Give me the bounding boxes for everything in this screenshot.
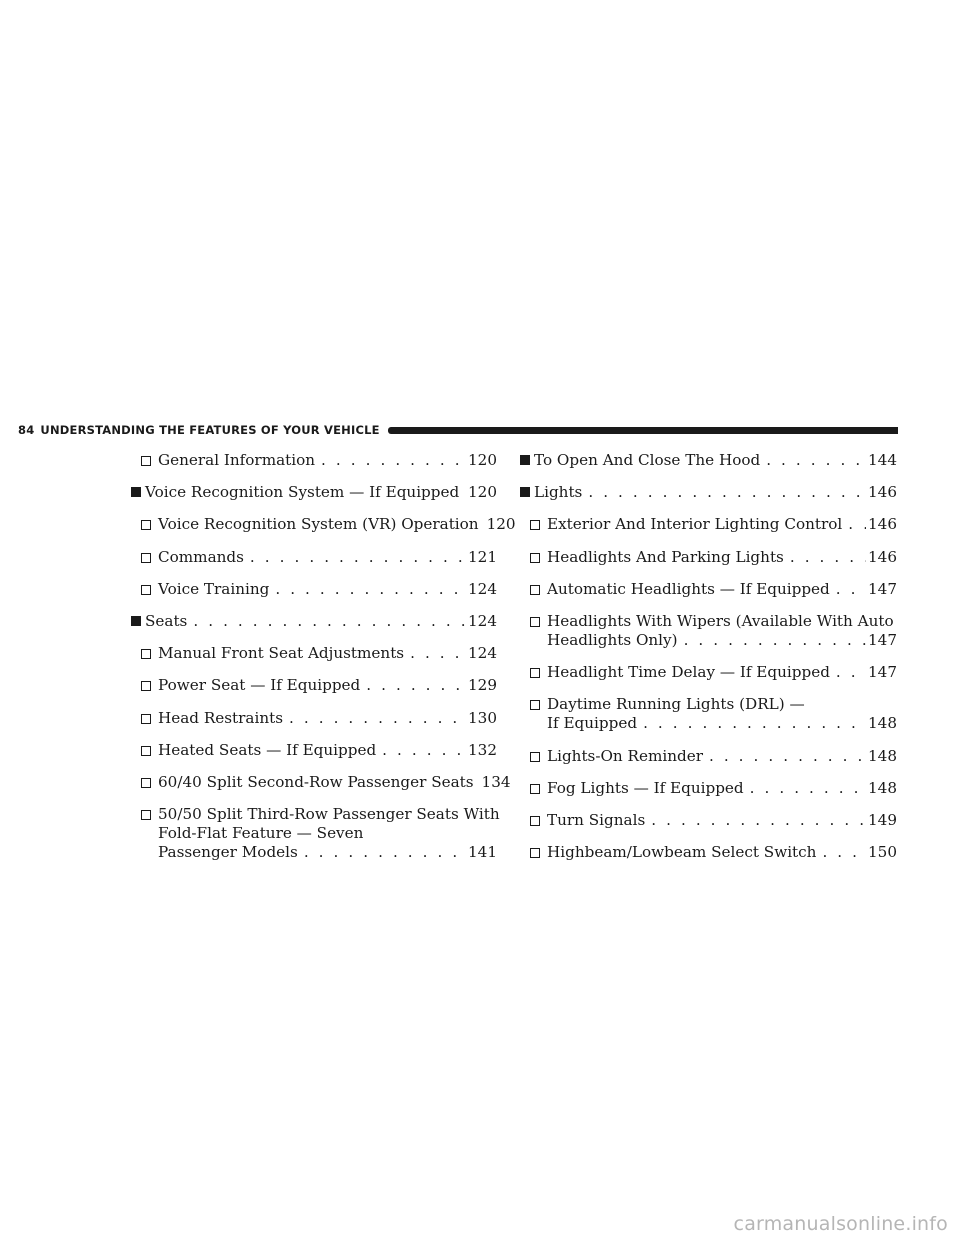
toc-entry[interactable] bbox=[520, 695, 897, 733]
dot-leader bbox=[193, 612, 466, 631]
open-square-bullet-icon bbox=[530, 553, 540, 563]
header-rule bbox=[388, 427, 898, 434]
dot-leader bbox=[382, 741, 466, 760]
toc-entry-text: Power Seat — If Equipped bbox=[158, 676, 361, 695]
toc-page-number: 121 bbox=[468, 547, 497, 566]
toc-entry[interactable] bbox=[131, 772, 511, 792]
dot-leader bbox=[465, 483, 466, 502]
dot-leader bbox=[836, 580, 866, 599]
toc-entry[interactable] bbox=[131, 644, 497, 663]
open-square-bullet-icon bbox=[530, 784, 540, 794]
open-square-bullet-icon bbox=[530, 700, 540, 710]
dot-leader bbox=[366, 676, 466, 695]
toc-entry-text: Fold-Flat Feature — Seven bbox=[158, 824, 364, 843]
toc-page-number: 148 bbox=[868, 778, 897, 797]
toc-entry-text: Headlights With Wipers (Available With Auto bbox=[547, 611, 894, 630]
toc-page-number: 129 bbox=[468, 676, 497, 695]
open-square-bullet-icon bbox=[530, 668, 540, 678]
toc-page-number: 141 bbox=[468, 843, 497, 862]
toc-entry[interactable] bbox=[131, 612, 497, 631]
toc-page-number: 148 bbox=[868, 714, 897, 733]
toc-entry-text: Fog Lights — If Equipped bbox=[547, 778, 744, 797]
toc-entry-text: Headlights Only) bbox=[547, 630, 678, 649]
toc-entry[interactable] bbox=[131, 515, 516, 534]
watermark: carmanualsonline.info bbox=[733, 1213, 948, 1235]
toc-entry-text: 50/50 Split Third-Row Passenger Seats With bbox=[158, 805, 500, 824]
toc-entry-text: Highbeam/Lowbeam Select Switch bbox=[547, 843, 817, 862]
toc-entry-text: Seats bbox=[145, 611, 188, 630]
toc-entry-text: Passenger Models bbox=[158, 843, 298, 862]
section-title: UNDERSTANDING THE FEATURES OF YOUR VEHICLE bbox=[40, 423, 380, 437]
toc-entry[interactable] bbox=[520, 548, 897, 567]
filled-square-bullet-icon bbox=[131, 616, 141, 626]
toc-entry-text: Automatic Headlights — If Equipped bbox=[547, 579, 830, 598]
toc-entry-text: 60/40 Split Second-Row Passenger Seats bbox=[158, 772, 474, 791]
toc-page-number: 124 bbox=[468, 579, 497, 598]
open-square-bullet-icon bbox=[141, 681, 151, 691]
dot-leader bbox=[304, 843, 466, 862]
open-square-bullet-icon bbox=[530, 520, 540, 530]
toc-entry-text: To Open And Close The Hood bbox=[534, 451, 761, 469]
open-square-bullet-icon bbox=[141, 649, 151, 659]
toc-entry-text: If Equipped bbox=[547, 714, 638, 733]
open-square-bullet-icon bbox=[530, 848, 540, 858]
toc-entry[interactable] bbox=[131, 451, 497, 470]
toc-page-number: 132 bbox=[468, 740, 497, 759]
toc-entry-text: Daytime Running Lights (DRL) — bbox=[547, 695, 805, 714]
dot-leader bbox=[651, 811, 866, 830]
dot-leader bbox=[766, 451, 866, 470]
toc-page-number: 146 bbox=[868, 515, 897, 534]
toc-entry-text: Headlight Time Delay — If Equipped bbox=[547, 663, 830, 682]
toc-right-column bbox=[520, 451, 897, 875]
open-square-bullet-icon bbox=[530, 752, 540, 762]
toc-entry-text: Lights bbox=[534, 483, 583, 502]
dot-leader bbox=[289, 709, 466, 728]
dot-leader bbox=[643, 714, 866, 733]
dot-leader bbox=[275, 580, 466, 599]
toc-entry[interactable] bbox=[520, 483, 897, 502]
toc-page-number: 146 bbox=[868, 547, 897, 566]
toc-entry[interactable] bbox=[131, 709, 497, 728]
toc-entry-text: Voice Recognition System — If Equipped bbox=[145, 483, 460, 502]
open-square-bullet-icon bbox=[530, 585, 540, 595]
toc-page-number: 124 bbox=[468, 644, 497, 663]
toc-entry[interactable] bbox=[520, 843, 897, 862]
toc-entry[interactable] bbox=[520, 779, 897, 798]
open-square-bullet-icon bbox=[141, 456, 151, 466]
dot-leader bbox=[822, 843, 866, 862]
toc-entry[interactable] bbox=[520, 811, 897, 830]
toc-page-number: 134 bbox=[481, 772, 511, 791]
toc-entry[interactable] bbox=[131, 676, 497, 695]
toc-page-number: 148 bbox=[868, 746, 897, 765]
filled-square-bullet-icon bbox=[131, 487, 141, 497]
toc-entry[interactable] bbox=[131, 580, 497, 599]
open-square-bullet-icon bbox=[530, 816, 540, 826]
toc-left-column bbox=[131, 451, 516, 875]
toc-page-number: 130 bbox=[468, 708, 497, 727]
page-header bbox=[18, 422, 898, 438]
filled-square-bullet-icon bbox=[520, 487, 530, 497]
dot-leader bbox=[684, 631, 866, 650]
toc-entry-text: Voice Recognition System (VR) Operation bbox=[158, 515, 479, 534]
toc-entry[interactable] bbox=[131, 548, 497, 567]
toc-page-number: 147 bbox=[868, 579, 897, 598]
dot-leader bbox=[709, 747, 866, 766]
toc-entry[interactable] bbox=[520, 747, 897, 766]
toc-entry[interactable] bbox=[520, 663, 897, 682]
open-square-bullet-icon bbox=[141, 585, 151, 595]
toc-entry[interactable] bbox=[520, 580, 897, 599]
toc-entry[interactable] bbox=[520, 515, 897, 534]
toc-page-number: 146 bbox=[868, 483, 897, 502]
toc-page-number: 124 bbox=[468, 611, 497, 630]
toc-entry[interactable] bbox=[131, 483, 497, 502]
dot-leader bbox=[588, 483, 866, 502]
dot-leader bbox=[750, 779, 866, 798]
toc-page-number: 150 bbox=[868, 843, 897, 862]
filled-square-bullet-icon bbox=[520, 455, 530, 465]
open-square-bullet-icon bbox=[141, 810, 151, 820]
toc-entry-text: Heated Seats — If Equipped bbox=[158, 740, 377, 759]
toc-entry-text: Voice Training bbox=[158, 579, 270, 598]
toc-entry-text: Head Restraints bbox=[158, 708, 284, 727]
toc-page-number: 147 bbox=[868, 630, 897, 649]
dot-leader bbox=[321, 451, 466, 470]
toc-entry[interactable] bbox=[520, 451, 897, 470]
toc-page-number: 120 bbox=[468, 483, 497, 502]
page-number: 84 bbox=[18, 423, 35, 437]
toc-page-number: 149 bbox=[868, 810, 897, 829]
dot-leader bbox=[848, 515, 866, 534]
open-square-bullet-icon bbox=[141, 746, 151, 756]
toc-entry[interactable] bbox=[131, 741, 497, 760]
toc-entry[interactable] bbox=[131, 805, 500, 862]
dot-leader bbox=[836, 663, 866, 682]
open-square-bullet-icon bbox=[141, 553, 151, 563]
open-square-bullet-icon bbox=[141, 520, 151, 530]
toc-entry-text: General Information bbox=[158, 451, 316, 469]
toc-entry-text: Headlights And Parking Lights bbox=[547, 547, 784, 566]
toc-entry-text: Lights-On Reminder bbox=[547, 746, 703, 765]
toc-page-number: 147 bbox=[868, 663, 897, 682]
open-square-bullet-icon bbox=[530, 617, 540, 627]
toc-page-number: 120 bbox=[468, 451, 497, 469]
toc-page-number: 144 bbox=[868, 451, 897, 469]
toc-page-number: 120 bbox=[486, 515, 516, 534]
toc-entry-text: Exterior And Interior Lighting Control bbox=[547, 515, 843, 534]
dot-leader bbox=[250, 548, 466, 567]
open-square-bullet-icon bbox=[141, 714, 151, 724]
toc-entry-text: Manual Front Seat Adjustments bbox=[158, 644, 405, 663]
toc-entry-text: Turn Signals bbox=[547, 810, 646, 829]
dot-leader bbox=[410, 644, 466, 663]
toc-entry[interactable] bbox=[520, 612, 897, 650]
open-square-bullet-icon bbox=[141, 778, 151, 788]
dot-leader bbox=[790, 548, 866, 567]
toc-entry-text: Commands bbox=[158, 547, 244, 566]
